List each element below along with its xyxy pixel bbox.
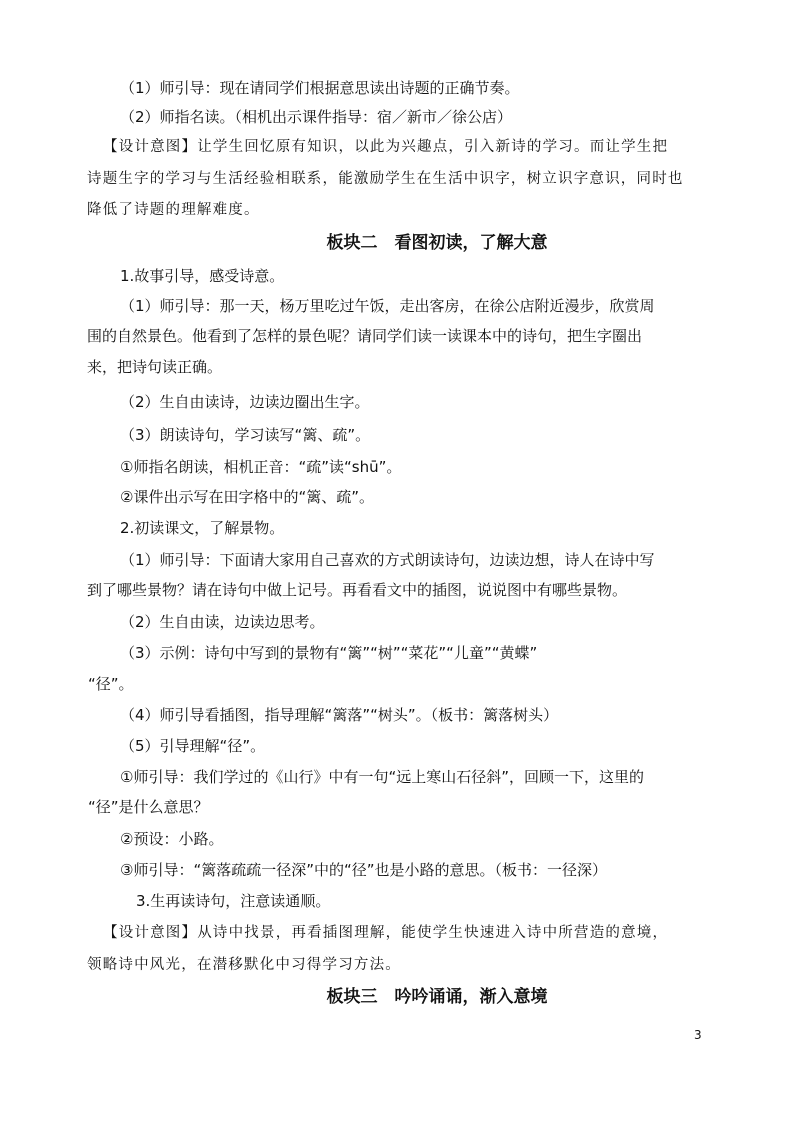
text-line: 2.初读课文，了解景物。 <box>120 519 285 537</box>
text-line: ③师引导：“篱落疏疏一径深”中的“径”也是小路的意思。（板书：一径深） <box>120 861 608 879</box>
design-intent-line: 降低了诗题的理解难度。 <box>87 202 260 218</box>
design-intent-line: 【设计意图】从诗中找景，再看插图理解，能使学生快速进入诗中所营造的意境， <box>103 925 669 941</box>
text-line: （3）示例：诗句中写到的景物有“篱”“树”“菜花”“儿童”“黄蝶” <box>120 644 538 662</box>
text-line: 围的自然景色。他看到了怎样的景色呢？请同学们读一读课本中的诗句，把生字圈出 <box>87 327 643 345</box>
text-line: （3）朗读诗句，学习读写“篱、疏”。 <box>120 426 371 444</box>
page-number: 3 <box>694 1028 702 1042</box>
design-intent-line: 【设计意图】让学生回忆原有知识，以此为兴趣点，引入新诗的学习。而让学生把 <box>103 139 669 155</box>
text-line: “径”是什么意思？ <box>88 798 209 816</box>
text-line: “径”。 <box>88 675 134 693</box>
design-intent-line: 诗题生字的学习与生活经验相联系，能激励学生在生活中识字，树立识字意识，同时也 <box>87 171 684 187</box>
text-line: （2）师指名读。（相机出示课件指导：宿／新市／徐公店） <box>120 108 513 126</box>
text-line: ①师指名朗读，相机正音：“疏”读“shū”。 <box>120 458 402 476</box>
text-line: （4）师引导看插图，指导理解“篱落”“树头”。（板书：篱落树头） <box>120 706 559 724</box>
text-line: 来，把诗句读正确。 <box>87 358 223 376</box>
text-line: ①师引导：我们学过的《山行》中有一句“远上寒山石径斜”，回顾一下，这里的 <box>120 768 644 786</box>
text-line: （2）生自由读诗，边读边圈出生字。 <box>120 393 370 411</box>
section-heading-2: 板块二 看图初读，了解大意 <box>326 233 548 253</box>
text-line: （5）引导理解“径”。 <box>120 737 266 755</box>
design-intent-line: 领略诗中风光，在潜移默化中习得学习方法。 <box>87 957 401 973</box>
text-line: （1）师引导：下面请大家用自己喜欢的方式朗读诗句，边读边想，诗人在诗中写 <box>120 551 655 569</box>
text-line: （1）师引导：现在请同学们根据意思读出诗题的正确节奏。 <box>120 79 520 97</box>
text-line: 到了哪些景物？请在诗句中做上记号。再看看文中的插图，说说图中有哪些景物。 <box>87 581 628 599</box>
text-line: 3.生再读诗句，注意读通顺。 <box>136 892 331 910</box>
text-line: （1）师引导：那一天，杨万里吃过午饭，走出客房，在徐公店附近漫步，欣赏周 <box>120 297 655 315</box>
text-line: （2）生自由读，边读边思考。 <box>120 613 325 631</box>
section-heading-3: 板块三 吟吟诵诵，渐入意境 <box>326 987 548 1007</box>
text-line: ②课件出示写在田字格中的“篱、疏”。 <box>120 488 374 506</box>
text-line: 1.故事引导，感受诗意。 <box>120 267 285 285</box>
text-line: ②预设：小路。 <box>120 830 224 848</box>
